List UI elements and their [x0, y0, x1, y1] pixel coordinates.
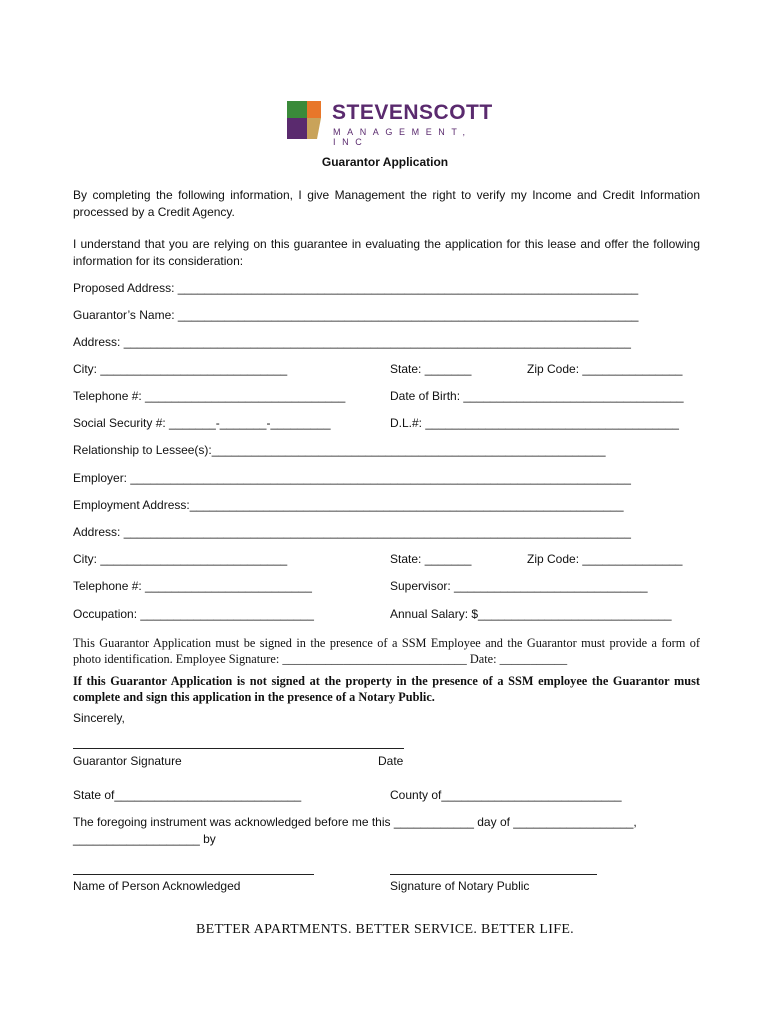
address-field-1[interactable]: Address: ____________________________________________________________________________: [73, 335, 631, 349]
employment-address-field[interactable]: Employment Address:_________________________________________________________________: [73, 498, 624, 512]
notary-notice: If this Guarantor Application is not signed at the property in the presence of a SSM employee the Guarantor must complete and sign this application in the presence of a Notary Public.: [73, 674, 700, 704]
name-acknowledged-label: Name of Person Acknowledged: [73, 879, 241, 893]
notary-signature-line[interactable]: [390, 874, 597, 875]
notary-signature-label: Signature of Notary Public: [390, 879, 530, 893]
supervisor-field[interactable]: Supervisor: _____________________________: [390, 579, 648, 593]
address-field-2[interactable]: Address: ____________________________________________________________________________: [73, 525, 631, 539]
company-logo: [287, 101, 493, 147]
acknowledgement-line-1[interactable]: The foregoing instrument was acknowledged before me this ____________ day of __________________,: [73, 815, 637, 829]
page-title: Guarantor Application: [321, 155, 449, 169]
footer-slogan: BETTER APARTMENTS. BETTER SERVICE. BETTER LIFE.: [196, 922, 574, 937]
zip-field-2[interactable]: Zip Code: _______________: [527, 552, 683, 566]
drivers-license-field[interactable]: D.L.#: ______________________________________: [390, 416, 679, 430]
logo-subtitle: MANAGEMENT, INC: [333, 127, 472, 147]
county-of-field[interactable]: County of___________________________: [390, 788, 622, 802]
state-field-2[interactable]: State: _______: [390, 552, 472, 566]
employee-signature-notice: This Guarantor Application must be signed in the presence of a SSM Employee and the Guarantor must provide a form of photo identification. Employee Signature: ______________________________ Date: ___________: [73, 636, 700, 666]
telephone-field-2[interactable]: Telephone #: _________________________: [73, 579, 312, 593]
proposed-address-field[interactable]: Proposed Address: _____________________________________________________________________: [73, 281, 639, 295]
intro-paragraph-2: I understand that you are relying on this guarantee in evaluating the application for this lease and offer the following information for its consideration:: [73, 237, 700, 268]
intro-paragraph-1: By completing the following information, I give Management the right to verify my Income and Credit Information processed by a Credit Agency.: [73, 188, 700, 219]
state-field-1[interactable]: State: _______: [390, 362, 472, 376]
guarantor-signature-label: Guarantor Signature: [73, 754, 182, 768]
date-of-birth-field[interactable]: Date of Birth: _________________________________: [390, 389, 684, 403]
telephone-field-1[interactable]: Telephone #: ______________________________: [73, 389, 346, 403]
guarantor-name-field[interactable]: Guarantor’s Name: _____________________________________________________________________: [73, 308, 639, 322]
guarantor-signature-line[interactable]: [73, 748, 404, 749]
logo-wordmark: STEVENSCOTT: [332, 101, 493, 124]
person-acknowledged-line[interactable]: [73, 874, 314, 875]
date-label: Date: [378, 754, 404, 768]
zip-field-1[interactable]: Zip Code: _______________: [527, 362, 683, 376]
city-field-2[interactable]: City: ____________________________: [73, 552, 288, 566]
social-security-field[interactable]: Social Security #: _______-_______-_________: [73, 416, 331, 430]
occupation-field[interactable]: Occupation: __________________________: [73, 607, 314, 621]
state-of-field[interactable]: State of____________________________: [73, 788, 302, 802]
sincerely-text: Sincerely,: [73, 711, 125, 725]
annual-salary-field[interactable]: Annual Salary: $_____________________________: [390, 607, 672, 621]
relationship-field[interactable]: Relationship to Lessee(s):___________________________________________________________: [73, 443, 606, 457]
city-field-1[interactable]: City: ____________________________: [73, 362, 288, 376]
logo-mark-icon: [287, 101, 327, 139]
acknowledgement-line-2[interactable]: ___________________ by: [73, 832, 216, 846]
employer-field[interactable]: Employer: ___________________________________________________________________________: [73, 471, 631, 485]
